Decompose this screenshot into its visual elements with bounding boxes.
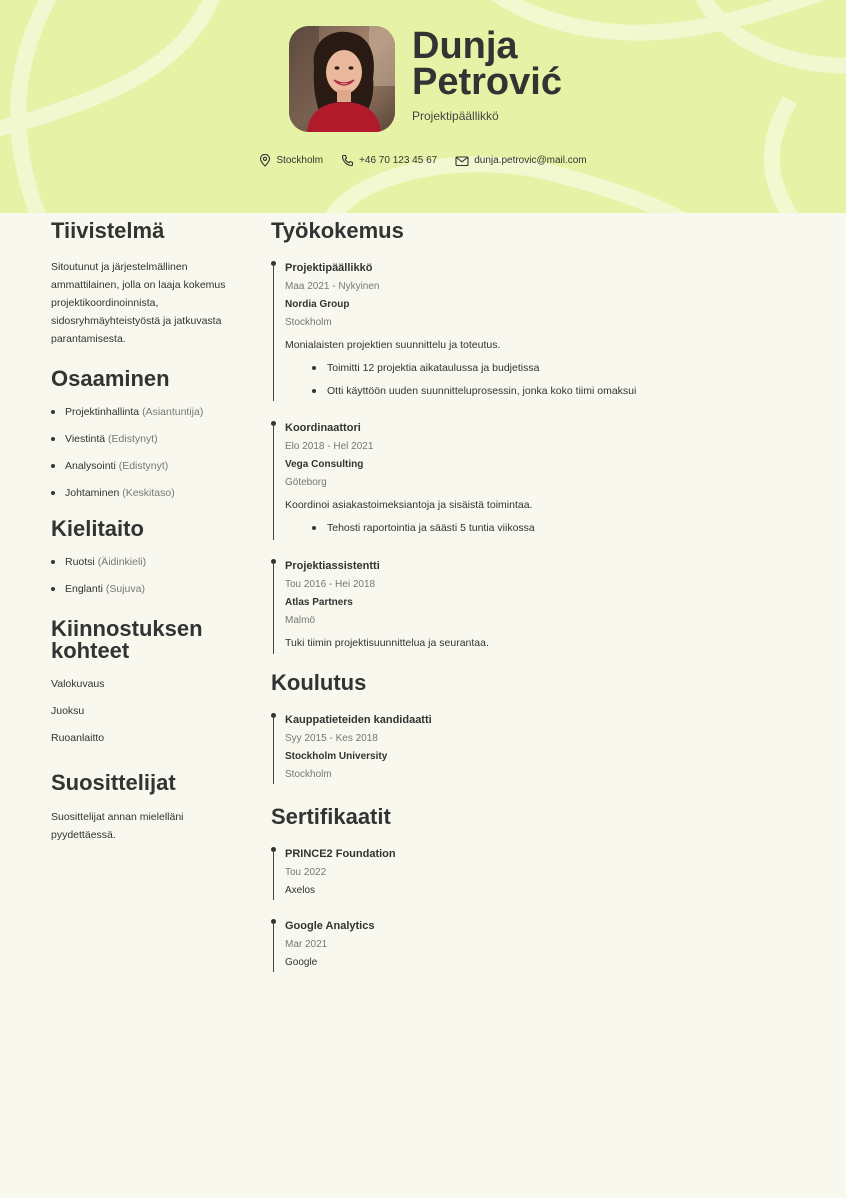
- contact-bar: [0, 154, 846, 167]
- job-title: Koordinaattori: [285, 422, 361, 434]
- experience-entry: [271, 559, 801, 650]
- timeline-line: [273, 264, 274, 401]
- skill-name: Johtaminen: [65, 487, 120, 499]
- language-item: [51, 555, 251, 582]
- first-name: Dunja: [412, 25, 518, 67]
- company-name: Nordia Group: [285, 299, 350, 310]
- language-level: (Äidinkieli): [97, 556, 147, 568]
- phone-icon: [341, 154, 354, 167]
- skill-level: (Asiantuntija): [142, 406, 204, 418]
- skill-name: Viestintä: [65, 433, 106, 445]
- school-location: Stockholm: [285, 769, 332, 780]
- phone-text: +46 70 123 45 67: [359, 155, 438, 166]
- achievement-item: Otti käyttöön uuden suunnitteluprosessin, jonka koko tiimi omaksui: [285, 384, 801, 398]
- degree-name: Kauppatieteiden kandidaatti: [285, 714, 432, 726]
- job-title: Projektiassistentti: [285, 560, 380, 572]
- skill-item: [51, 405, 251, 432]
- job-location: Malmö: [285, 615, 316, 626]
- interests-heading: Kiinnostuksen kohteet: [51, 616, 203, 663]
- school-name: Stockholm University: [285, 751, 388, 762]
- language-name: Ruotsi: [65, 556, 95, 568]
- certification-date: Tou 2022: [285, 867, 327, 878]
- timeline-line: [273, 922, 274, 972]
- skill-level: (Edistynyt): [118, 460, 169, 472]
- interests-section: [51, 618, 251, 758]
- education-heading: Koulutus: [271, 670, 367, 695]
- experience-section: [271, 220, 801, 650]
- location-pin-icon: [259, 154, 271, 167]
- job-achievements: [285, 521, 801, 535]
- mail-icon: [455, 155, 469, 167]
- languages-section: [51, 518, 251, 609]
- timeline-line: [273, 850, 274, 900]
- certification-date: Mar 2021: [285, 939, 328, 950]
- contact-location: [259, 154, 323, 167]
- summary-text: Sitoutunut ja järjestelmällinen ammattilainen, jolla on laaja kokemus projektikoordinoinnista, sidosryhmäyhteistyöstä ja jatkuvasta parantamisesta.: [51, 261, 226, 345]
- language-level: (Sujuva): [105, 583, 145, 595]
- job-title: Projektipäällikkö: [412, 109, 499, 123]
- skills-heading: Osaaminen: [51, 366, 170, 391]
- experience-entry: [271, 421, 801, 535]
- references-section: [51, 772, 251, 844]
- job-description: Koordinoi asiakastoimeksiantoja ja sisäistä toimintaa.: [285, 499, 533, 511]
- interest-item: Valokuvaus: [51, 678, 105, 690]
- experience-entry: [271, 261, 801, 398]
- skill-name: Analysointi: [65, 460, 116, 472]
- skill-item: [51, 486, 251, 513]
- certification-issuer: Google: [285, 957, 318, 968]
- education-section: [271, 672, 801, 782]
- timeline-line: [273, 424, 274, 540]
- languages-heading: Kielitaito: [51, 516, 144, 541]
- contact-phone: [341, 154, 437, 167]
- portrait-image: [289, 26, 395, 132]
- job-description: Tuki tiimin projektisuunnittelua ja seurantaa.: [285, 637, 489, 649]
- certifications-heading: Sertifikaatit: [271, 804, 391, 829]
- job-dates: Elo 2018 - Hel 2021: [285, 441, 374, 452]
- skill-name: Projektinhallinta: [65, 406, 140, 418]
- interest-item: Juoksu: [51, 705, 85, 717]
- languages-list: [51, 555, 251, 609]
- skill-item: [51, 459, 251, 486]
- job-dates: Tou 2016 - Hei 2018: [285, 579, 376, 590]
- certifications-section: [271, 806, 801, 970]
- location-text: Stockholm: [276, 155, 324, 166]
- header-banner: [0, 0, 846, 213]
- language-item: [51, 582, 251, 609]
- interest-item: Ruoanlaitto: [51, 732, 105, 744]
- skill-level: (Edistynyt): [108, 433, 158, 445]
- skill-level: (Keskitaso): [122, 487, 175, 499]
- left-column: [51, 220, 251, 844]
- last-name: Petrović: [412, 61, 562, 103]
- full-name: [412, 25, 562, 103]
- job-location: Göteborg: [285, 477, 327, 488]
- education-entry: [271, 713, 801, 782]
- email-text: dunja.petrovic@mail.com: [474, 155, 587, 166]
- summary-heading: Tiivistelmä: [51, 218, 165, 243]
- skills-section: [51, 368, 251, 513]
- certification-entry: [271, 847, 801, 898]
- certification-name: Google Analytics: [285, 920, 375, 932]
- summary-section: [51, 220, 251, 348]
- skill-item: [51, 432, 251, 459]
- references-text: Suosittelijat annan mielelläni pyydettäessä.: [51, 811, 184, 841]
- skills-list: [51, 405, 251, 513]
- education-dates: Syy 2015 - Kes 2018: [285, 733, 378, 744]
- job-description: Monialaisten projektien suunnittelu ja toteutus.: [285, 339, 501, 351]
- job-achievements: [285, 361, 801, 398]
- interests-list: [51, 677, 251, 758]
- achievement-item: Tehosti raportointia ja säästi 5 tuntia viikossa: [285, 521, 801, 535]
- achievement-item: Toimitti 12 projektia aikataulussa ja budjetissa: [285, 361, 801, 375]
- company-name: Atlas Partners: [285, 597, 353, 608]
- job-dates: Maa 2021 - Nykyinen: [285, 281, 380, 292]
- timeline-line: [273, 716, 274, 784]
- references-heading: Suosittelijat: [51, 770, 176, 795]
- job-title: Projektipäällikkö: [285, 262, 373, 274]
- company-name: Vega Consulting: [285, 459, 364, 470]
- right-column: [271, 220, 801, 970]
- certification-issuer: Axelos: [285, 885, 316, 896]
- profile-photo: [289, 26, 395, 132]
- certification-name: PRINCE2 Foundation: [285, 848, 396, 860]
- timeline-line: [273, 562, 274, 654]
- experience-heading: Työkokemus: [271, 218, 404, 243]
- contact-email: [455, 154, 586, 167]
- job-location: Stockholm: [285, 317, 332, 328]
- certification-entry: [271, 919, 801, 970]
- language-name: Englanti: [65, 583, 103, 595]
